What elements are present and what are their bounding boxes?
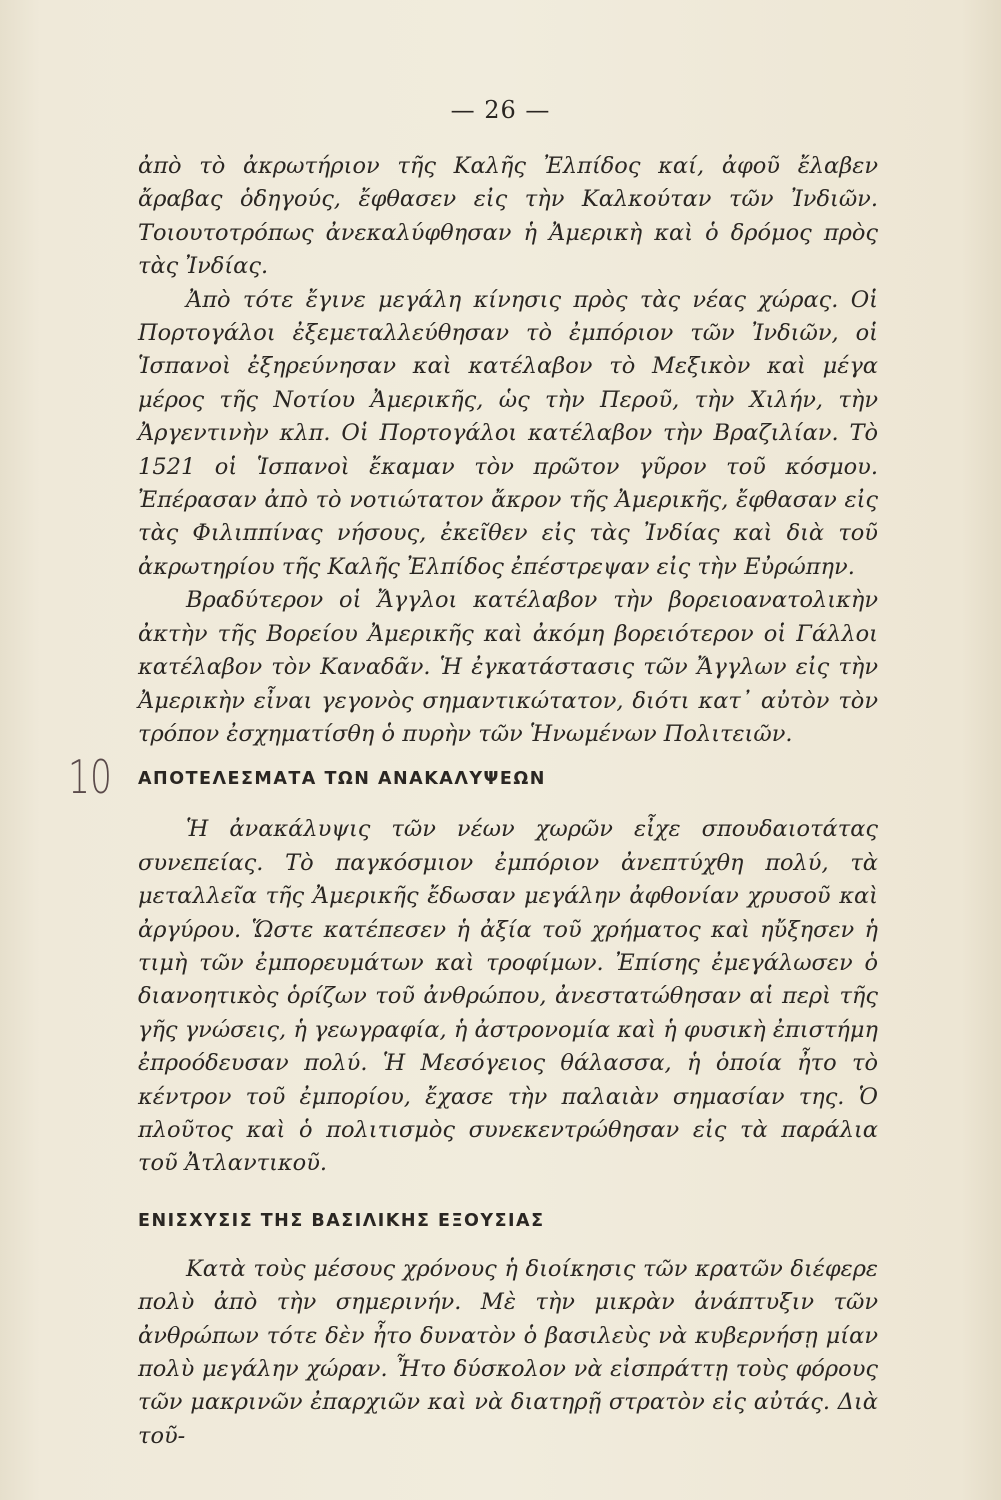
paragraph-new-lands: Ἀπὸ τότε ἔγινε μεγάλη κίνησις πρὸς τὰς νέας χώρας. Οἱ Πορτογάλοι ἐξεμεταλλεύθησαν τὸ ἐμπόριον τῶν Ἰνδιῶν, οἱ Ἱσπανοὶ ἐξηρεύνησαν καὶ κατέλαβον τὸ Μεξικὸν καὶ μέγα μέρος τῆς Νοτίου Ἀμερικῆς, ὡς τὴν Περοῦ, τὴν Χιλήν, τὴν Ἀργεντινὴν κλπ. Οἱ Πορτογάλοι κατέλαβον τὴν Βραζιλίαν. Τὸ 1521 οἱ Ἱσπανοὶ ἔκαμαν τὸν πρῶτον γῦρον τοῦ κόσμου. Ἐπέρασαν ἀπὸ τὸ νοτιώτατον ἄκρον τῆς Ἀμερικῆς, ἔφθασαν εἰς τὰς Φιλιππίνας νήσους, ἐκεῖθεν εἰς τὰς Ἰνδίας καὶ διὰ τοῦ ἀκρωτηρίου τῆς Καλῆς Ἐλπίδος ἐπέστρεψαν εἰς τὴν Εὐρώπην.	[138, 286, 878, 580]
handwritten-margin-note: 10	[68, 750, 112, 804]
page-content	[138, 150, 878, 1453]
page-number: — 26 —	[450, 96, 551, 124]
section-heading-results: ΑΠΟΤΕΛΕΣΜΑΤΑ ΤΩΝ ΑΝΑΚΑΛΥΨΕΩΝ	[138, 769, 546, 790]
section-heading-royal-power: ΕΝΙΣΧΥΣΙΣ ΤΗΣ ΒΑΣΙΛΙΚΗΣ ΕΞΟΥΣΙΑΣ	[138, 1210, 545, 1231]
paragraph-royal-power: Κατὰ τοὺς μέσους χρόνους ἡ διοίκησις τῶν κρατῶν διέφερε πολὺ ἀπὸ τὴν σημερινήν. Μὲ τὴν μικρὰν ἀνάπτυξιν τῶν ἀνθρώπων τότε δὲν ἦτο δυνατὸν ὁ βασιλεὺς νὰ κυβερνήσῃ μίαν πολὺ μεγάλην χώραν. Ἦτο δύσκολον νὰ εἰσπράττῃ τοὺς φόρους τῶν μακρινῶν ἐπαρχιῶν καὶ νὰ διατηρῇ στρατὸν εἰς αὐτάς. Διὰ τοῦ-	[138, 1255, 878, 1449]
paragraph-results: Ἡ ἀνακάλυψις τῶν νέων χωρῶν εἶχε σπουδαιοτάτας συνεπείας. Τὸ παγκόσμιον ἐμπόριον ἀνεπτύχθη πολύ, τὰ μεταλλεῖα τῆς Ἀμερικῆς ἔδωσαν μεγάλην ἀφθονίαν χρυσοῦ καὶ ἀργύρου. Ὥστε κατέπεσεν ἡ ἀξία τοῦ χρήματος καὶ ηὔξησεν ἡ τιμὴ τῶν ἐμπορευμάτων καὶ τροφίμων. Ἐπίσης ἐμεγάλωσεν ὁ διανοητικὸς ὁρίζων τοῦ ἀνθρώπου, ἀνεστατώθησαν αἱ περὶ τῆς γῆς γνώσεις, ἡ γεωγραφία, ἡ ἀστρονομία καὶ ἡ φυσικὴ ἐπιστήμη ἐπροόδευσαν πολύ. Ἡ Μεσόγειος θάλασσα, ἡ ὁποία ἦτο τὸ κέντρον τοῦ ἐμπορίου, ἔχασε τὴν παλαιὰν σημασίαν της. Ὁ πλοῦτος καὶ ὁ πολιτισμὸς συνεκεντρώθησαν εἰς τὰ παράλια τοῦ Ἀτλαντικοῦ.	[138, 816, 878, 1177]
intro-paragraph: ἀπὸ τὸ ἀκρωτήριον τῆς Καλῆς Ἐλπίδος καί, ἀφοῦ ἔλαβεν ἄραβας ὁδηγούς, ἔφθασεν εἰς τὴν Καλκούταν τῶν Ἰνδιῶν. Τοιουτοτρόπως ἀνεκαλύφθησαν ἡ Ἀμερικὴ καὶ ὁ δρόμος πρὸς τὰς Ἰνδίας.	[138, 153, 878, 280]
paragraph-english-colonies: Βραδύτερον οἱ Ἄγγλοι κατέλαβον τὴν βορειοανατολικὴν ἀκτὴν τῆς Βορείου Ἀμερικῆς καὶ ἀκόμη βορειότερον οἱ Γάλλοι κατέλαβον τὸν Καναδᾶν. Ἡ ἐγκατάστασις τῶν Ἄγγλων εἰς τὴν Ἀμερικὴν εἶναι γεγονὸς σημαντικώτατον, διότι κατ᾽ αὐτὸν τὸν τρόπον ἐσχηματίσθη ὁ πυρὴν τῶν Ἡνωμένων Πολιτειῶν.	[138, 587, 878, 747]
